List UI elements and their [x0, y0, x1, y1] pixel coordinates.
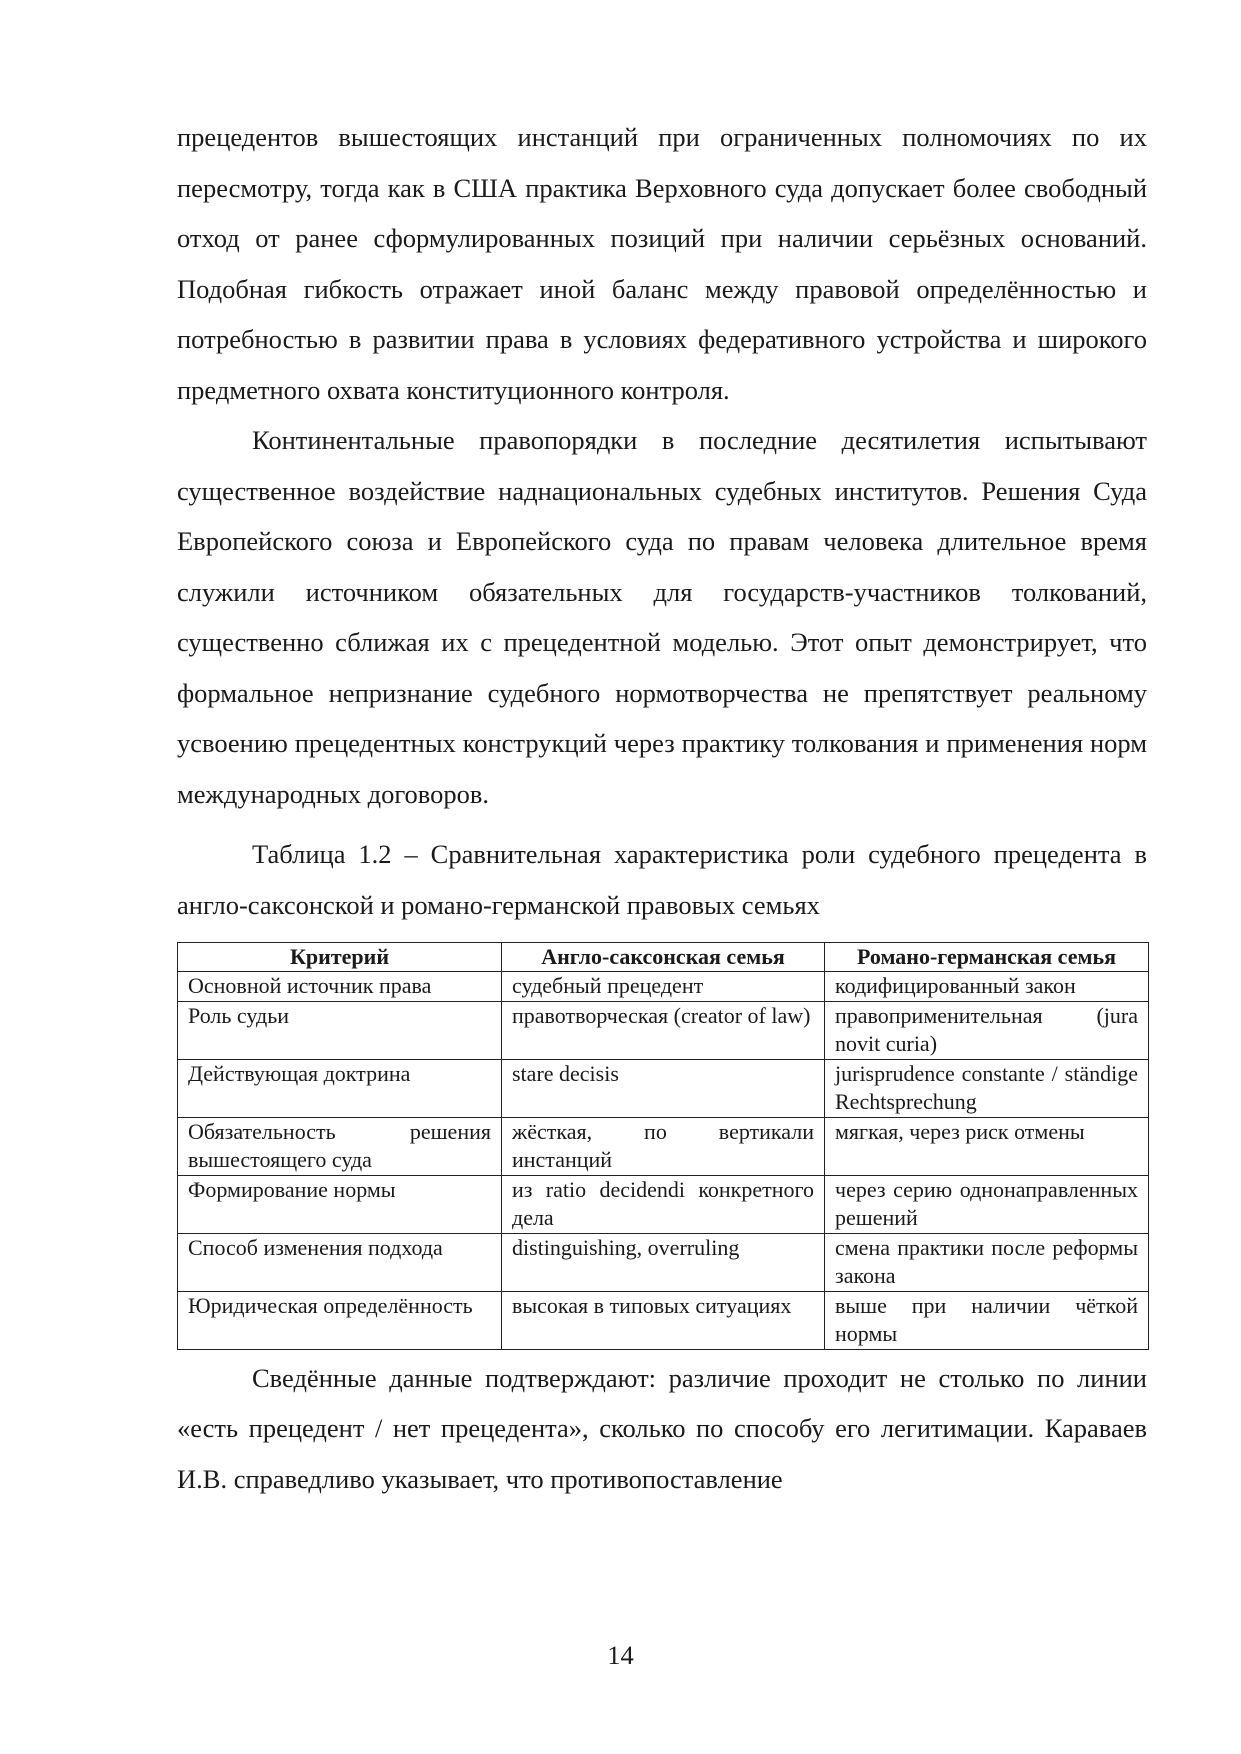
table-cell: Формирование нормы: [178, 1175, 502, 1233]
column-header-romano-germanic: Романо-германская семья: [825, 943, 1149, 972]
table-cell: stare decisis: [502, 1059, 825, 1117]
paragraph-3: Сведённые данные подтверждают: различие проходит не столько по линии «есть прецедент / нет прецедента», сколько по способу его легитимации. Караваев И.В. справедливо указывает, что противопоставление: [177, 1362, 1147, 1494]
table-cell: жёсткая, по вертикали инстанций: [502, 1117, 825, 1175]
table-cell: судебный прецедент: [502, 972, 825, 1002]
column-header-criterion: Критерий: [178, 943, 502, 972]
table-cell: смена практики после реформы закона: [825, 1233, 1149, 1291]
table-caption: Таблица 1.2 – Сравнительная характеристика роли судебного прецедента в англо-саксонской и романо-германской правовых семьях: [177, 839, 1147, 920]
table-cell: Юридическая определённость: [178, 1291, 502, 1349]
table-row: [178, 1233, 1149, 1291]
table-cell: выше при наличии чёткой нормы: [825, 1291, 1149, 1349]
column-header-anglo-saxon: Англо-саксонская семья: [502, 943, 825, 972]
table-cell: из ratio decidendi конкретного дела: [502, 1175, 825, 1233]
table-cell: через серию однонаправленных решений: [825, 1175, 1149, 1233]
table-cell: Роль судьи: [178, 1001, 502, 1059]
table-row: [178, 1291, 1149, 1349]
table-cell: Обязательность решения вышестоящего суда: [178, 1117, 502, 1175]
table-cell: кодифицированный закон: [825, 972, 1149, 1002]
table-row: [178, 1001, 1149, 1059]
paragraph-1: прецедентов вышестоящих инстанций при ограниченных полномочиях по их пересмотру, тогда как в США практика Верховного суда допускает более свободный отход от ранее сформулированных позиций при наличии серьёзных оснований. Подобная гибкость отражает иной баланс между правовой определённостью и потребностью в развитии права в условиях федеративного устройства и широкого предметного охвата конституционного контроля.: [177, 122, 1147, 405]
table-cell: высокая в типовых ситуациях: [502, 1291, 825, 1349]
table-cell: Действующая доктрина: [178, 1059, 502, 1117]
table-cell: distinguishing, overruling: [502, 1233, 825, 1291]
table-cell: Способ изменения подхода: [178, 1233, 502, 1291]
table-cell: jurisprudence constante / ständige Rechtsprechung: [825, 1059, 1149, 1117]
document-page: [177, 112, 1147, 1504]
table-cell: мягкая, через риск отмены: [825, 1117, 1149, 1175]
table-row: [178, 972, 1149, 1002]
table-cell: правоприменительная (jura novit curia): [825, 1001, 1149, 1059]
page-number: 14: [607, 1640, 634, 1670]
table-row: [178, 1059, 1149, 1117]
comparison-table: [177, 942, 1149, 1350]
paragraph-2: Континентальные правопорядки в последние десятилетия испытывают существенное воздействие наднациональных судебных институтов. Решения Суда Европейского союза и Европейского суда по правам человека длительное время служили источником обязательных для государств-участников толкований, существенно сближая их с прецедентной моделью. Этот опыт демонстрирует, что формальное непризнание судебного нормотворчества не препятствует реальному усвоению прецедентных конструкций через практику толкования и применения норм международных договоров.: [177, 425, 1147, 809]
table-header-row: [178, 943, 1149, 972]
table-row: [178, 1117, 1149, 1175]
table-row: [178, 1175, 1149, 1233]
table-cell: Основной источник права: [178, 972, 502, 1002]
table-cell: правотворческая (creator of law): [502, 1001, 825, 1059]
